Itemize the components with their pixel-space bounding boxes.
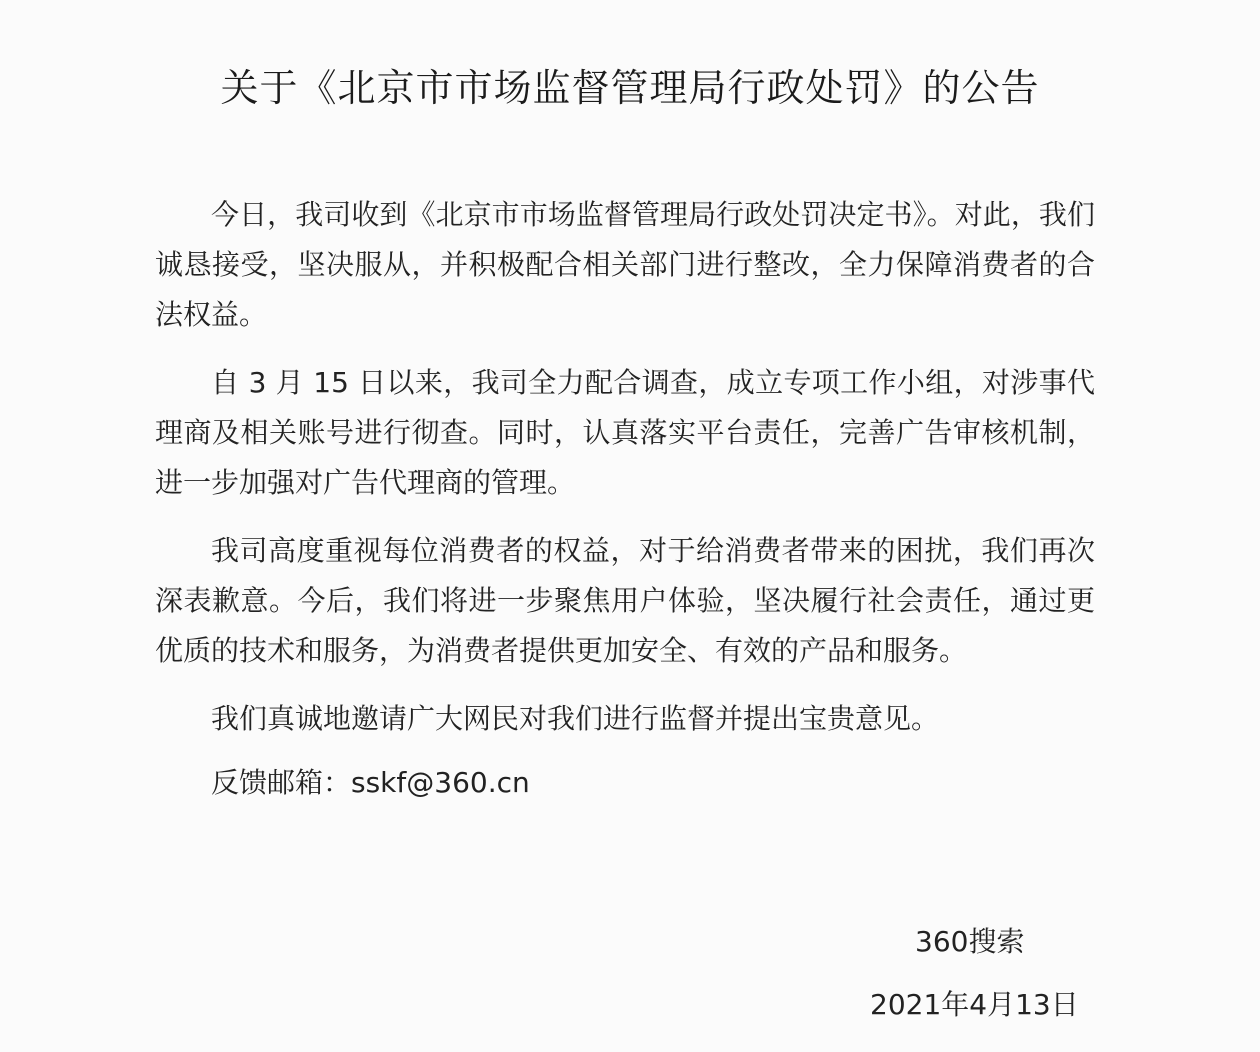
announcement-body (155, 190, 1095, 822)
signature-organization: 360搜索 (915, 925, 1025, 958)
paragraph-invitation: 我们真诚地邀请广大网民对我们进行监督并提出宝贵意见。 (211, 702, 940, 735)
paragraph-receipt: 今日，我司收到《北京市市场监督管理局行政处罚决定书》。对此，我们诚恳接受，坚决服从，并积极配合相关部门进行整改，全力保障消费者的合法权益。 (155, 198, 1095, 331)
feedback-email: 反馈邮箱：sskf@360.cn (211, 766, 530, 799)
signature-date: 2021年4月13日 (870, 988, 1079, 1021)
announcement-title: 关于《北京市市场监督管理局行政处罚》的公告 (220, 66, 1040, 110)
paragraph-investigation: 自 3 月 15 日以来，我司全力配合调查，成立专项工作小组，对涉事代理商及相关账号进行彻查。同时，认真落实平台责任，完善广告审核机制，进一步加强对广告代理商的管理。 (155, 366, 1095, 499)
paragraph-apology: 我司高度重视每位消费者的权益，对于给消费者带来的困扰，我们再次深表歉意。今后，我们将进一步聚焦用户体验，坚决履行社会责任，通过更优质的技术和服务，为消费者提供更加安全、有效的产品和服务。 (155, 534, 1095, 667)
